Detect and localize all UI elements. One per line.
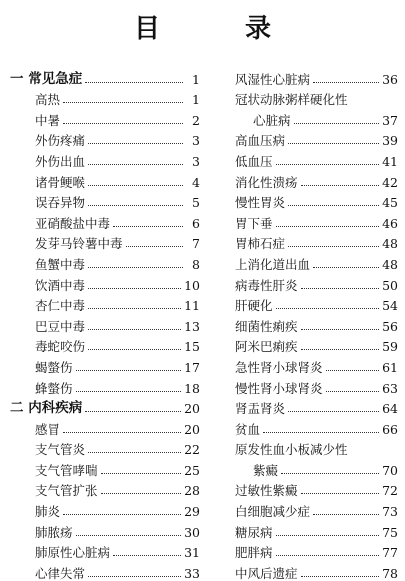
toc-entry-label: 支气管炎 bbox=[35, 442, 86, 458]
toc-entry[interactable] bbox=[235, 478, 398, 499]
toc-entry[interactable] bbox=[235, 334, 398, 355]
toc-page-number: 5 bbox=[192, 195, 200, 211]
toc-entry[interactable] bbox=[235, 437, 398, 458]
toc-page-number: 4 bbox=[192, 174, 200, 190]
toc-page-number: 8 bbox=[192, 256, 200, 272]
dot-leader bbox=[281, 472, 379, 474]
toc-entry[interactable] bbox=[10, 560, 200, 581]
toc-entry[interactable] bbox=[235, 251, 398, 272]
toc-entry-label: 冠状动脉粥样硬化性 bbox=[235, 92, 348, 108]
toc-page-number: 30 bbox=[184, 524, 200, 540]
toc-page-number: 48 bbox=[382, 236, 398, 252]
toc-page-number: 10 bbox=[184, 277, 200, 293]
toc-entry[interactable] bbox=[10, 148, 200, 169]
toc-entry[interactable] bbox=[10, 169, 200, 190]
toc-entry[interactable] bbox=[235, 354, 398, 375]
toc-page-number: 70 bbox=[382, 462, 398, 478]
dot-leader bbox=[88, 184, 183, 186]
dot-leader bbox=[85, 410, 181, 412]
dot-leader bbox=[301, 328, 380, 330]
dot-leader bbox=[276, 534, 380, 536]
toc-chapter-heading[interactable] bbox=[10, 66, 200, 87]
dot-leader bbox=[63, 122, 183, 124]
dot-leader bbox=[88, 451, 181, 453]
toc-entry-label: 杏仁中毒 bbox=[35, 298, 86, 314]
toc-entry-label: 过敏性紫癜 bbox=[235, 483, 298, 499]
toc-entry-label: 高热 bbox=[35, 92, 61, 108]
toc-entry-label: 肝硬化 bbox=[235, 298, 273, 314]
toc-entry[interactable] bbox=[10, 293, 200, 314]
dot-leader bbox=[101, 492, 182, 494]
toc-page-number: 31 bbox=[184, 545, 200, 561]
dot-leader bbox=[88, 307, 181, 309]
toc-entry[interactable] bbox=[235, 375, 398, 396]
dot-leader bbox=[88, 204, 183, 206]
toc-left-column bbox=[10, 66, 200, 581]
dot-leader bbox=[76, 390, 182, 392]
toc-entry[interactable] bbox=[10, 457, 200, 478]
toc-entry[interactable] bbox=[10, 190, 200, 211]
toc-entry-label: 风湿性心脏病 bbox=[235, 71, 311, 87]
toc-page-number: 78 bbox=[382, 565, 398, 581]
toc-chapter-heading[interactable] bbox=[10, 396, 200, 417]
toc-page-number: 41 bbox=[382, 153, 398, 169]
dot-leader bbox=[113, 554, 181, 556]
dot-leader bbox=[288, 204, 379, 206]
toc-page-number: 29 bbox=[184, 504, 200, 520]
toc-page-number: 42 bbox=[382, 174, 398, 190]
toc-entry[interactable] bbox=[235, 210, 398, 231]
toc-entry[interactable] bbox=[235, 272, 398, 293]
toc-entry[interactable] bbox=[235, 169, 398, 190]
toc-entry-label: 肾盂肾炎 bbox=[235, 401, 286, 417]
toc-entry-label: 白细胞减少症 bbox=[235, 504, 311, 520]
toc-entry-label: 肥胖病 bbox=[235, 545, 273, 561]
toc-entry[interactable] bbox=[10, 313, 200, 334]
toc-entry-label: 外伤疼痛 bbox=[35, 133, 86, 149]
toc-entry[interactable] bbox=[10, 375, 200, 396]
dot-leader bbox=[88, 328, 181, 330]
toc-entry-label: 消化性溃疡 bbox=[235, 174, 298, 190]
toc-entry-label: 心脏病 bbox=[253, 112, 291, 128]
dot-leader bbox=[301, 184, 380, 186]
toc-page-number: 3 bbox=[192, 153, 200, 169]
toc-page-number: 20 bbox=[184, 401, 200, 417]
dot-leader bbox=[85, 81, 183, 83]
toc-entry-label: 感冒 bbox=[35, 421, 61, 437]
toc-entry-label: 一 常见急症 bbox=[10, 70, 83, 87]
dot-leader bbox=[313, 266, 379, 268]
toc-entry[interactable] bbox=[235, 190, 398, 211]
toc-page-number: 64 bbox=[382, 401, 398, 417]
toc-page-number: 72 bbox=[382, 483, 398, 499]
toc-page-number: 3 bbox=[192, 133, 200, 149]
toc-page-number: 1 bbox=[192, 71, 200, 87]
toc-entry[interactable] bbox=[235, 107, 398, 128]
toc-page-number: 77 bbox=[382, 545, 398, 561]
dot-leader bbox=[313, 81, 379, 83]
toc-entry-label: 支气管扩张 bbox=[35, 483, 98, 499]
toc-entry[interactable] bbox=[10, 498, 200, 519]
toc-entry[interactable] bbox=[235, 560, 398, 581]
toc-entry-label: 蜂螫伤 bbox=[35, 380, 73, 396]
dot-leader bbox=[88, 348, 181, 350]
toc-entry-label: 鱼蟹中毒 bbox=[35, 256, 86, 272]
dot-leader bbox=[88, 163, 183, 165]
toc-entry-label: 蝎螫伤 bbox=[35, 359, 73, 375]
toc-page-number: 6 bbox=[192, 215, 200, 231]
toc-page-number: 73 bbox=[382, 504, 398, 520]
toc-entry[interactable] bbox=[10, 540, 200, 561]
toc-entry[interactable] bbox=[235, 540, 398, 561]
toc-entry[interactable] bbox=[10, 416, 200, 437]
toc-entry-label: 肺脓疡 bbox=[35, 524, 73, 540]
dot-leader bbox=[76, 369, 182, 371]
toc-page-number: 63 bbox=[382, 380, 398, 396]
toc-page-number: 22 bbox=[184, 442, 200, 458]
toc-entry-label: 胃下垂 bbox=[235, 215, 273, 231]
toc-entry[interactable] bbox=[10, 437, 200, 458]
dot-leader bbox=[313, 513, 379, 515]
toc-entry-label: 病毒性肝炎 bbox=[235, 277, 298, 293]
toc-entry-label: 糖尿病 bbox=[235, 524, 273, 540]
toc-page-number: 15 bbox=[184, 339, 200, 355]
toc-entry[interactable] bbox=[235, 231, 398, 252]
toc-page-number: 13 bbox=[184, 318, 200, 334]
toc-page-number: 36 bbox=[382, 71, 398, 87]
toc-entry-label: 诸骨鲠喉 bbox=[35, 174, 86, 190]
dot-leader bbox=[126, 245, 183, 247]
toc-entry-label: 贫血 bbox=[235, 421, 261, 437]
toc-entry-label: 心律失常 bbox=[35, 565, 86, 581]
page-title: 目 录 bbox=[133, 14, 310, 44]
dot-leader bbox=[326, 369, 380, 371]
dot-leader bbox=[101, 472, 182, 474]
dot-leader bbox=[263, 431, 379, 433]
dot-leader bbox=[301, 575, 380, 577]
toc-entry[interactable] bbox=[10, 251, 200, 272]
toc-entry-label: 胃柿石症 bbox=[235, 236, 286, 252]
dot-leader bbox=[63, 513, 181, 515]
toc-page-number: 37 bbox=[382, 112, 398, 128]
toc-page-number: 28 bbox=[184, 483, 200, 499]
toc-entry[interactable] bbox=[235, 313, 398, 334]
toc-entry-label: 上消化道出血 bbox=[235, 256, 311, 272]
dot-leader bbox=[276, 554, 380, 556]
toc-entry[interactable] bbox=[235, 87, 398, 108]
dot-leader bbox=[301, 287, 380, 289]
toc-page-number: 20 bbox=[184, 421, 200, 437]
dot-leader bbox=[88, 575, 181, 577]
toc-entry-label: 毒蛇咬伤 bbox=[35, 339, 86, 355]
toc-entry-label: 肺原性心脏病 bbox=[35, 545, 111, 561]
dot-leader bbox=[88, 287, 181, 289]
toc-page-number: 50 bbox=[382, 277, 398, 293]
dot-leader bbox=[88, 266, 183, 268]
toc-page-number: 1 bbox=[192, 92, 200, 108]
toc-entry-label: 慢性胃炎 bbox=[235, 195, 286, 211]
toc-page-number: 2 bbox=[192, 112, 200, 128]
toc-entry-label: 阿米巴痢疾 bbox=[235, 339, 298, 355]
dot-leader bbox=[276, 163, 380, 165]
toc-page-number: 66 bbox=[382, 421, 398, 437]
toc-entry-label: 低血压 bbox=[235, 153, 273, 169]
toc-page-number: 25 bbox=[184, 462, 200, 478]
dot-leader bbox=[276, 225, 380, 227]
toc-entry[interactable] bbox=[235, 66, 398, 87]
dot-leader bbox=[88, 142, 183, 144]
dot-leader bbox=[301, 492, 380, 494]
toc-page-number: 17 bbox=[184, 359, 200, 375]
toc-entry[interactable] bbox=[235, 148, 398, 169]
toc-entry-label: 外伤出血 bbox=[35, 153, 86, 169]
dot-leader bbox=[288, 410, 379, 412]
toc-entry-label: 肺炎 bbox=[35, 504, 61, 520]
toc-page-number: 54 bbox=[382, 298, 398, 314]
toc-entry-label: 紫癜 bbox=[253, 462, 279, 478]
toc-entry-label: 中暑 bbox=[35, 112, 61, 128]
toc-page-number: 45 bbox=[382, 195, 398, 211]
toc-page-number: 33 bbox=[184, 565, 200, 581]
toc-page-number: 7 bbox=[192, 236, 200, 252]
dot-leader bbox=[326, 390, 380, 392]
toc-entry-label: 原发性血小板减少性 bbox=[235, 442, 348, 458]
dot-leader bbox=[76, 534, 182, 536]
toc-entry-label: 亚硝酸盐中毒 bbox=[35, 215, 111, 231]
dot-leader bbox=[276, 307, 380, 309]
toc-page-number: 11 bbox=[184, 298, 200, 314]
toc-entry[interactable] bbox=[10, 272, 200, 293]
toc-entry[interactable] bbox=[235, 396, 398, 417]
toc-entry[interactable] bbox=[10, 210, 200, 231]
toc-entry[interactable] bbox=[235, 416, 398, 437]
toc-page-number: 46 bbox=[382, 215, 398, 231]
toc-entry[interactable] bbox=[235, 457, 398, 478]
toc-entry-label: 发芽马铃薯中毒 bbox=[35, 236, 123, 252]
toc-right-column bbox=[235, 66, 398, 581]
toc-page-number: 59 bbox=[382, 339, 398, 355]
toc-entry[interactable] bbox=[235, 128, 398, 149]
toc-entry-label: 饮酒中毒 bbox=[35, 277, 86, 293]
toc-entry[interactable] bbox=[235, 293, 398, 314]
toc-entry[interactable] bbox=[235, 498, 398, 519]
toc-page-number: 56 bbox=[382, 318, 398, 334]
toc-page-number: 61 bbox=[382, 359, 398, 375]
toc-entry[interactable] bbox=[10, 87, 200, 108]
toc-entry[interactable] bbox=[10, 231, 200, 252]
dot-leader bbox=[63, 101, 183, 103]
toc-entry-label: 细菌性痢疾 bbox=[235, 318, 298, 334]
toc-page-number: 75 bbox=[382, 524, 398, 540]
dot-leader bbox=[113, 225, 183, 227]
toc-entry[interactable] bbox=[10, 128, 200, 149]
toc-page-number: 18 bbox=[184, 380, 200, 396]
toc-entry-label: 急性肾小球肾炎 bbox=[235, 359, 323, 375]
dot-leader bbox=[63, 431, 181, 433]
toc-entry[interactable] bbox=[235, 519, 398, 540]
dot-leader bbox=[294, 122, 380, 124]
dot-leader bbox=[288, 245, 379, 247]
toc-entry-label: 支气管哮喘 bbox=[35, 462, 98, 478]
toc-entry-label: 中风后遗症 bbox=[235, 565, 298, 581]
toc-entry-label: 慢性肾小球肾炎 bbox=[235, 380, 323, 396]
toc-page-number: 39 bbox=[382, 133, 398, 149]
toc-entry-label: 高血压病 bbox=[235, 133, 286, 149]
toc-entry-label: 巴豆中毒 bbox=[35, 318, 86, 334]
toc-entry[interactable] bbox=[10, 519, 200, 540]
toc-entry-label: 二 内科疾病 bbox=[10, 400, 83, 417]
toc-entry[interactable] bbox=[10, 334, 200, 355]
toc-page-number: 48 bbox=[382, 256, 398, 272]
dot-leader bbox=[288, 142, 379, 144]
toc-entry[interactable] bbox=[10, 107, 200, 128]
toc-entry[interactable] bbox=[10, 354, 200, 375]
toc-entry[interactable] bbox=[10, 478, 200, 499]
dot-leader bbox=[301, 348, 380, 350]
toc-entry-label: 误吞异物 bbox=[35, 195, 86, 211]
